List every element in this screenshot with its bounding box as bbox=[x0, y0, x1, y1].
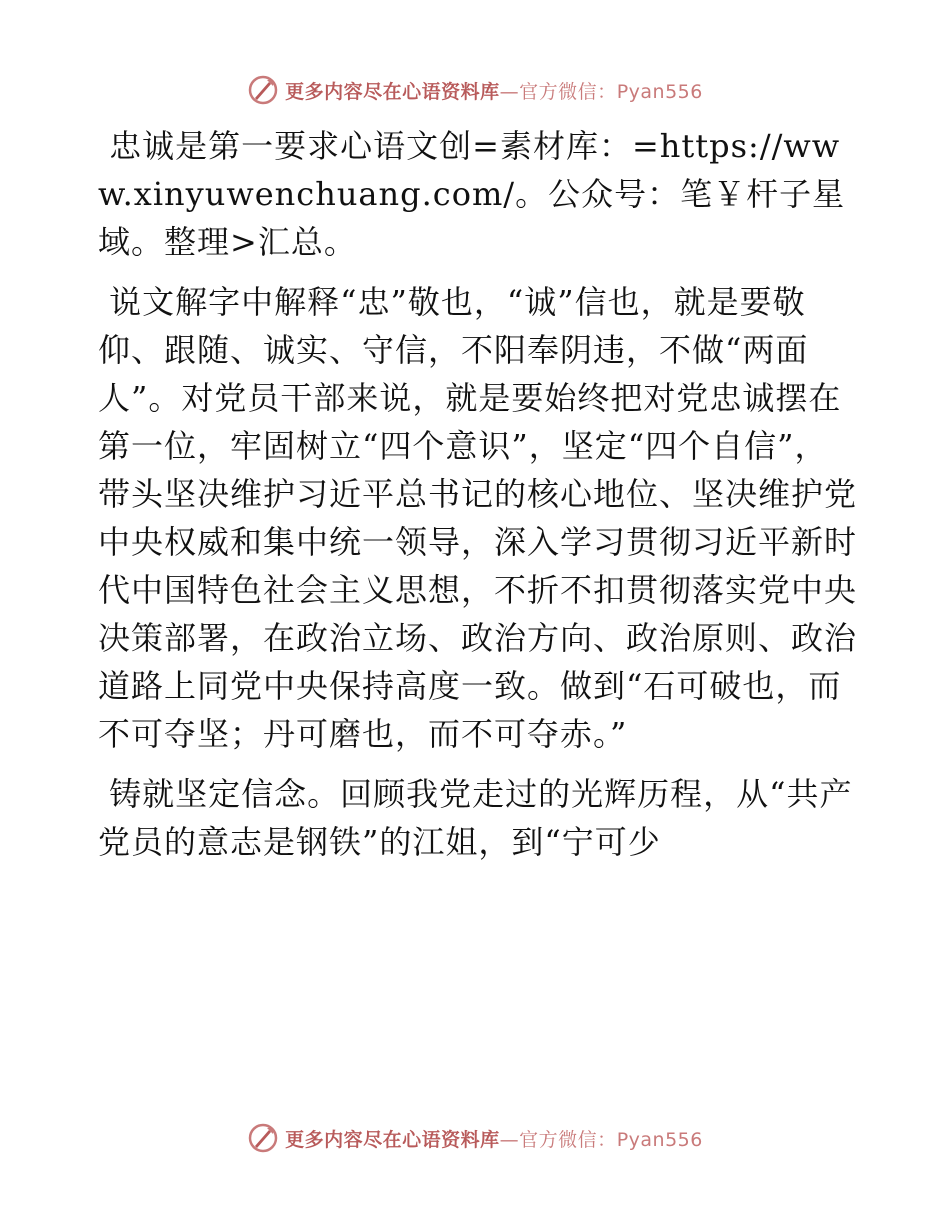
watermark-brand: 更多内容尽在心语资料库 bbox=[285, 80, 500, 103]
footer-watermark bbox=[0, 1118, 950, 1158]
header-watermark bbox=[0, 70, 950, 110]
feather-pen-logo-icon bbox=[247, 1122, 279, 1154]
watermark-wechat-id: Pyan556 bbox=[616, 1128, 703, 1151]
watermark-text bbox=[285, 1125, 703, 1152]
watermark-wechat-id: Pyan556 bbox=[616, 80, 703, 103]
document-body bbox=[98, 122, 858, 878]
paragraph-3: 铸就坚定信念。回顾我党走过的光辉历程，从“共产党员的意志是钢铁”的江姐，到“宁可少 bbox=[98, 775, 853, 861]
feather-pen-logo-icon bbox=[247, 74, 279, 106]
watermark-text bbox=[285, 77, 703, 104]
watermark-official: 官方微信： bbox=[519, 1128, 617, 1151]
paragraph-1: 忠诚是第一要求心语文创=素材库：=https://www.xinyuwenchuang.com/。公众号：笔￥杆子星域。整理>汇总。 bbox=[98, 127, 846, 261]
watermark-separator: — bbox=[499, 1128, 520, 1151]
watermark-official: 官方微信： bbox=[519, 80, 617, 103]
watermark-separator: — bbox=[499, 80, 520, 103]
paragraph-2: 说文解字中解释“忠”敬也，“诚”信也，就是要敬仰、跟随、诚实、守信，不阳奉阴违，不做“两面人”。对党员干部来说，就是要始终把对党忠诚摆在第一位，牢固树立“四个意识”，坚定“四个自信”，带头坚决维护习近平总书记的核心地位、坚决维护党中央权威和集中统一领导，深入学习贯彻习近平新时代中国特色社会主义思想，不折不扣贯彻落实党中央决策部署，在政治立场、政治方向、政治原则、政治道路上同党中央保持高度一致。做到“石可破也，而不可夺坚；丹可磨也，而不可夺赤。” bbox=[98, 283, 858, 753]
watermark-brand: 更多内容尽在心语资料库 bbox=[285, 1128, 500, 1151]
